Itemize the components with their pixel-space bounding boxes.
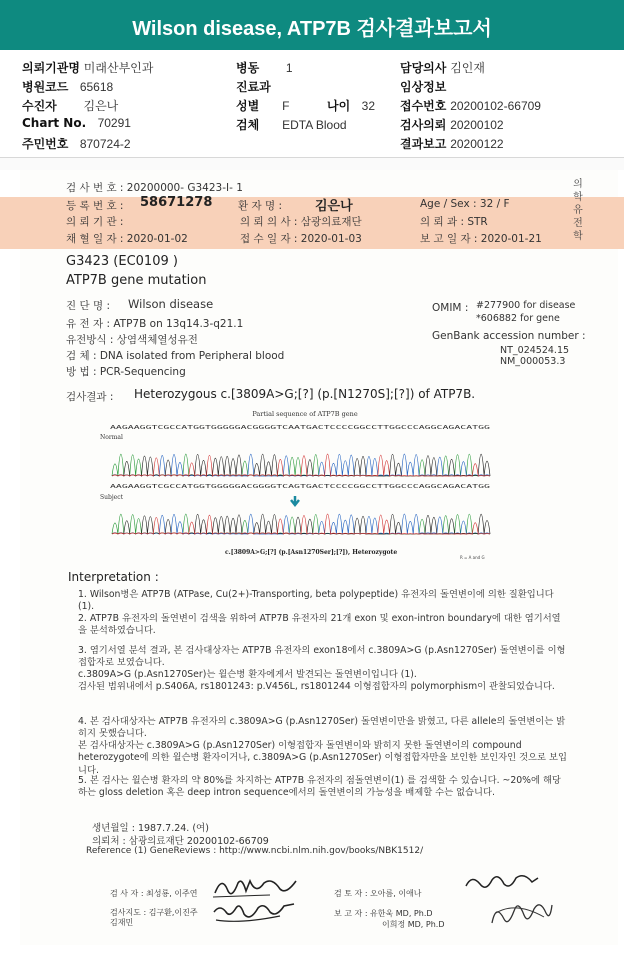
doctor-value: 김인재 <box>450 61 485 75</box>
chart-row <box>22 116 131 130</box>
result-date-value: 20200122 <box>450 137 504 151</box>
method: 방 법 : PCR-Sequencing <box>66 366 186 378</box>
trace-t <box>112 514 490 534</box>
sex-label: 성별 <box>236 99 260 113</box>
hospital-value: 미래산부인과 <box>83 61 154 75</box>
receipt-label: 접수번호 <box>400 99 447 113</box>
age-row <box>327 97 375 114</box>
subject-label: Subject <box>100 494 123 501</box>
chromatogram-title: Partial sequence of ATP7B gene <box>252 410 358 418</box>
vert-char: 의 <box>573 179 583 190</box>
sex-value: F <box>282 99 290 113</box>
dept-label: 진료과 <box>236 80 271 94</box>
result-value: Heterozygous c.[3809A>G;[?] (p.[N1270S];[?]) of ATP7B. <box>134 387 476 401</box>
patient-label: 수진자 <box>22 99 57 113</box>
subject-sequence: AAGAAGGTCGCCATGGTGGGGGACGGGGTCAGTGACTCCCCGGCCTTGGCCCAGGCAGACATGG <box>110 484 490 490</box>
gap-strip <box>0 158 624 170</box>
chromatogram-figure <box>100 404 495 564</box>
report-date: 보 고 일 자 : 2020-01-21 <box>420 233 542 245</box>
supervisor: 검사지도 : 김구환,이진주 김재민 <box>110 908 198 927</box>
chart-label: Chart No. <box>22 116 87 130</box>
dept-row <box>236 78 271 95</box>
normal-traces <box>112 454 490 476</box>
receipt-row <box>400 97 541 114</box>
hospital-label: 의뢰기관명 <box>22 61 80 75</box>
clinical-row <box>400 78 446 95</box>
birth-date: 생년월일 : 1987.7.24. (여) <box>92 823 209 834</box>
interp-item-4b: 본 검사대상자는 c.3809A>G (p.Asn1270Ser) 이형접합자 돌연변이와 밝히지 못한 돌연변이의 compound heterozygote에 의한 윌슨병 환자이거나, c.3809A>G (p.Asn1270Ser) 이형접합자만을 보인한 보인자인 것으로 보입니다. <box>78 740 567 776</box>
requesting-doctor: 의 뢰 의 사 : 삼광의료재단 <box>240 216 362 228</box>
code-value: 65618 <box>79 80 114 94</box>
subject-traces <box>112 514 490 534</box>
physician: 의 뢰 과 : STR <box>420 216 488 228</box>
id-label: 주민번호 <box>22 137 69 151</box>
result-label: 검사결과 : <box>66 391 114 403</box>
clinical-label: 임상정보 <box>400 80 447 94</box>
caption-code: R = A and G <box>460 555 485 560</box>
requester: 의 뢰 기 관 : <box>66 216 124 228</box>
inheritance: 유전방식 : 상염색체열성유전 <box>66 334 198 346</box>
age-label: 나이 <box>327 99 351 113</box>
reference: Reference (1) GeneReviews : http://www.ncbi.nlm.nih.gov/books/NBK1512/ <box>86 846 424 856</box>
diagnosis-label: 진 단 명 : <box>66 300 110 312</box>
result-date-label: 결과보고 <box>400 137 447 151</box>
omim-disease: #277900 for disease <box>476 300 576 311</box>
collect-date: 채 혈 일 자 : 2020-01-02 <box>66 233 188 245</box>
doctor-row <box>400 59 485 76</box>
dept-vertical-label <box>572 178 584 243</box>
reg-no-label: 등 록 번 호 : <box>66 200 124 212</box>
report-title: Wilson disease, ATP7B 검사결과보고서 <box>132 18 492 40</box>
interp-item-5: 5. 본 검사는 윌슨병 환자의 약 80%를 차지하는 ATP7B 유전자의 점돌연변이(1) 를 검색할 수 있습니다. ~20%에 해당하는 gloss deletion 혹은 deep intron sequence에서의 돌연변이의 가능성을 배제할 수는 없습니다. <box>78 775 561 799</box>
omim-gene: *606882 for gene <box>476 313 560 324</box>
trace-t <box>112 454 490 476</box>
sex-row <box>236 97 289 114</box>
genbank: GenBank accession number : <box>432 330 586 342</box>
reporter-2: 이희정 MD, Ph.D <box>382 920 445 929</box>
reporter-signature <box>486 893 556 933</box>
genbank-nt: NT_024524.15 <box>500 345 570 356</box>
specimen: 검 체 : DNA isolated from Peripheral blood <box>66 350 285 362</box>
patient-value: 김은나 <box>83 99 119 113</box>
interp-item-1: 1. Wilson병은 ATP7B (ATPase, Cu(2+)-Transporting, beta polypeptide) 유전자의 돌연변이에 의한 질환입니다 (1). <box>78 589 554 613</box>
chromatogram-caption: c.[3809A>G;[?] (p.[Asn1270Ser];[?]), Heterozygote <box>225 549 398 556</box>
ward-value: 1 <box>285 61 293 75</box>
requester-line: 의뢰처 : 삼광의료재단 20200102-66709 <box>92 836 269 847</box>
chart-value: 70291 <box>97 116 131 130</box>
normal-sequence: AAGAAGGTCGCCATGGTGGGGGACGGGGTCAATGACTCCCCGGCCTTGGCCCAGGCAGACATGG <box>110 425 490 431</box>
interp-item-3: 3. 염기서열 분석 결과, 본 검사대상자는 ATP7B 유전자의 exon18에서 c.3809A>G (p.Asn1270Ser) 돌연변이를 이형접합자로 보였습니다. <box>78 645 566 669</box>
req-date-label: 검사의뢰 <box>400 118 447 132</box>
req-date-value: 20200102 <box>450 118 504 132</box>
interp-item-2: 2. ATP7B 유전자의 돌연변이 검색을 위하여 ATP7B 유전자의 21개 exon 및 exon-intron boundary에 대한 염기서열을 분석하였습니다. <box>78 613 561 637</box>
gene: 유 전 자 : ATP7B on 13q14.3-q21.1 <box>66 318 244 330</box>
normal-label: Normal <box>100 434 123 441</box>
specimen-value: EDTA Blood <box>282 118 347 132</box>
ward-label: 병동 <box>236 61 260 75</box>
result-date-row <box>400 135 504 152</box>
specimen-row <box>236 116 347 133</box>
receipt-value: 20200102-66709 <box>450 99 541 113</box>
report-title-bar <box>0 0 624 50</box>
mutation-arrow <box>291 496 299 505</box>
doctor-label: 담당의사 <box>400 61 447 75</box>
exam-no: 검 사 번 호 : 20200000- G3423-I- 1 <box>66 182 243 194</box>
receipt-date: 접 수 일 자 : 2020-01-03 <box>240 233 362 245</box>
interp-item-4: 4. 본 검사대상자는 ATP7B 유전자의 c.3809A>G (p.Asn1270Ser) 돌연변이만을 밝혔고, 다른 allele의 돌연변이는 밝히지 못했습니다. <box>78 716 566 740</box>
supervisor-signature <box>210 898 300 928</box>
age-sex: Age / Sex : 32 / F <box>420 198 510 210</box>
genbank-nm: NM_000053.3 <box>500 356 566 367</box>
vert-char: 유 <box>573 205 583 216</box>
reg-no-value: 58671278 <box>140 195 213 210</box>
id-value: 870724-2 <box>79 137 131 151</box>
code-row <box>22 78 113 95</box>
req-date-row <box>400 116 504 133</box>
hospital-row <box>22 59 153 76</box>
reviewer: 검 토 자 : 오아름, 이애나 <box>334 889 422 898</box>
specimen-label: 검체 <box>236 118 260 132</box>
age-value: 32 <box>361 99 375 113</box>
test-name: ATP7B gene mutation <box>66 273 207 288</box>
vert-char: 학 <box>573 192 583 203</box>
tester: 검 사 자 : 최성룡, 이주연 <box>110 889 198 898</box>
interpretation-title: Interpretation : <box>68 570 159 584</box>
test-code: G3423 (EC0109 ) <box>66 254 178 269</box>
diagnosis-value: Wilson disease <box>128 297 214 311</box>
patient-row <box>22 97 118 114</box>
reporter: 보 고 자 : 유한욱 MD, Ph.D <box>334 909 433 918</box>
id-row <box>22 135 131 152</box>
code-label: 병원코드 <box>22 80 69 94</box>
interp-item-3c: 검사된 범위내에서 p.S406A, rs1801243: p.V456L, rs1801244 이형접합자의 polymorphism이 관찰되었습니다. <box>78 681 555 692</box>
vert-char: 전 <box>573 218 583 229</box>
ward-row <box>236 59 293 76</box>
omim-label: OMIM : <box>432 302 469 314</box>
vert-char: 학 <box>573 231 583 242</box>
patient-name-label: 환 자 명 : <box>238 200 282 212</box>
interp-item-3b: c.3809A>G (p.Asn1270Ser)는 윌슨병 환자에게서 발견되는 돌연변이입니다 (1). <box>78 669 417 680</box>
patient-name-value: 김은나 <box>315 199 353 214</box>
